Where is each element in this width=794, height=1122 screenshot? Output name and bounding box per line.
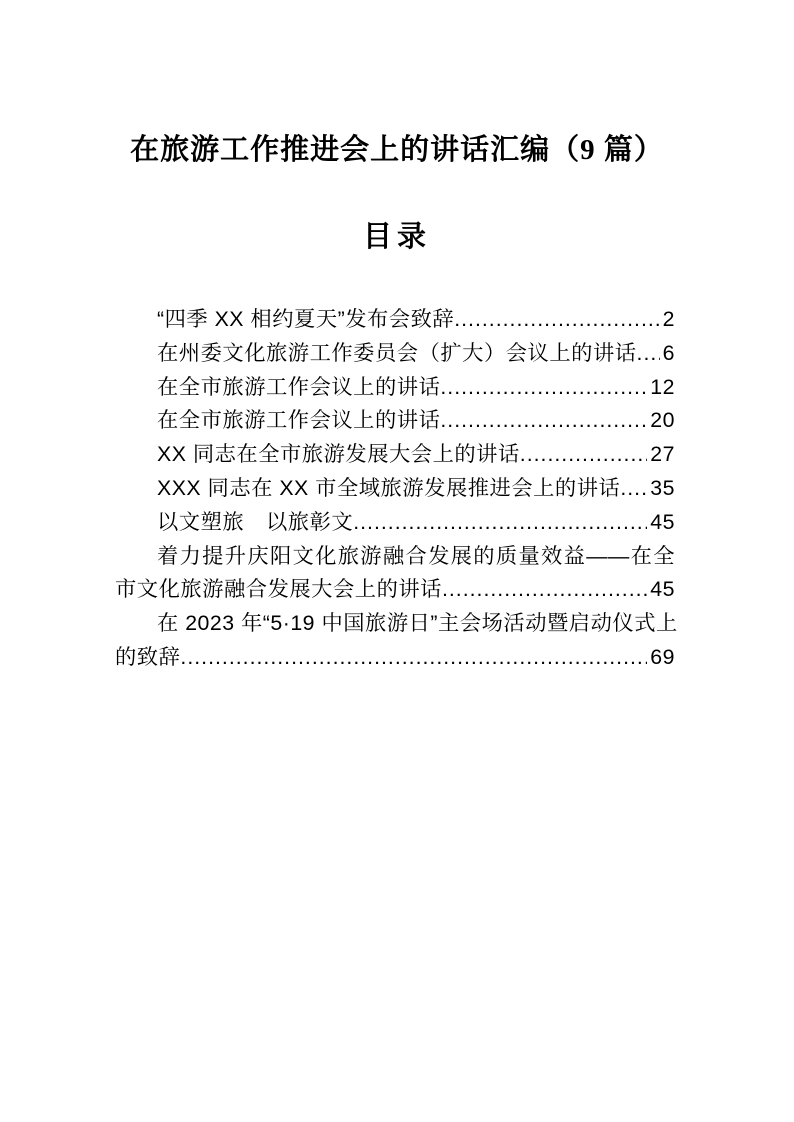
toc-entry-title: 在全市旅游工作会议上的讲话 xyxy=(157,408,441,433)
toc-page-number: 69 xyxy=(650,644,675,669)
toc-entry-title: 以文塑旅 以旅彰文 xyxy=(157,509,354,534)
toc-entry[interactable] xyxy=(115,371,675,405)
dot-leader xyxy=(180,641,647,675)
toc-entry[interactable] xyxy=(115,438,675,472)
toc-entry-title: 市文化旅游融合发展大会上的讲话 xyxy=(115,577,442,602)
toc-entry-title: XX 同志在全市旅游发展大会上的讲话 xyxy=(157,442,520,467)
toc-page-number: 6 xyxy=(662,340,675,365)
dot-leader xyxy=(637,337,660,371)
dot-leader xyxy=(440,371,647,405)
toc-entry[interactable] xyxy=(115,472,675,506)
toc-entry[interactable] xyxy=(115,506,675,540)
dot-leader xyxy=(442,573,647,607)
toc-page-number: 12 xyxy=(650,374,675,399)
toc-entry-title: 的致辞 xyxy=(115,644,181,669)
toc-entry[interactable] xyxy=(115,404,675,438)
dot-leader xyxy=(620,472,647,506)
document-title: 在旅游工作推进会上的讲话汇编（9 篇） xyxy=(130,134,664,166)
dot-leader xyxy=(520,438,648,472)
toc-entry[interactable] xyxy=(115,303,675,337)
table-of-contents xyxy=(115,303,678,675)
dot-leader xyxy=(440,404,647,438)
toc-entry-title: 在 2023 年“5·19 中国旅游日”主会场活动暨启动仪式上 xyxy=(157,611,678,636)
toc-page-number: 2 xyxy=(662,307,675,331)
toc-entry-title: 在州委文化旅游工作委员会（扩大）会议上的讲话 xyxy=(157,340,637,365)
toc-page-number: 45 xyxy=(650,577,675,602)
toc-entry-title: 着力提升庆阳文化旅游融合发展的质量效益——在全 xyxy=(157,543,675,568)
dot-leader xyxy=(353,506,647,540)
toc-entry-title: 在全市旅游工作会议上的讲话 xyxy=(157,374,441,399)
toc-entry-title: “四季 XX 相约夏天”发布会致辞 xyxy=(157,307,455,331)
dot-leader xyxy=(454,303,659,337)
toc-page-number: 45 xyxy=(650,509,675,534)
toc-entry-line-1[interactable] xyxy=(115,607,678,641)
toc-page-number: 27 xyxy=(650,442,675,467)
toc-page-number: 35 xyxy=(650,475,675,500)
toc-entry-line-1[interactable] xyxy=(115,540,675,574)
toc-entry-line-2[interactable] xyxy=(115,641,675,675)
toc-entry[interactable] xyxy=(115,337,675,371)
toc-heading: 目录 xyxy=(362,221,431,253)
toc-page-number: 20 xyxy=(650,408,675,433)
toc-entry-title: XXX 同志在 XX 市全域旅游发展推进会上的讲话 xyxy=(157,475,621,500)
toc-entry-line-2[interactable] xyxy=(115,573,675,607)
